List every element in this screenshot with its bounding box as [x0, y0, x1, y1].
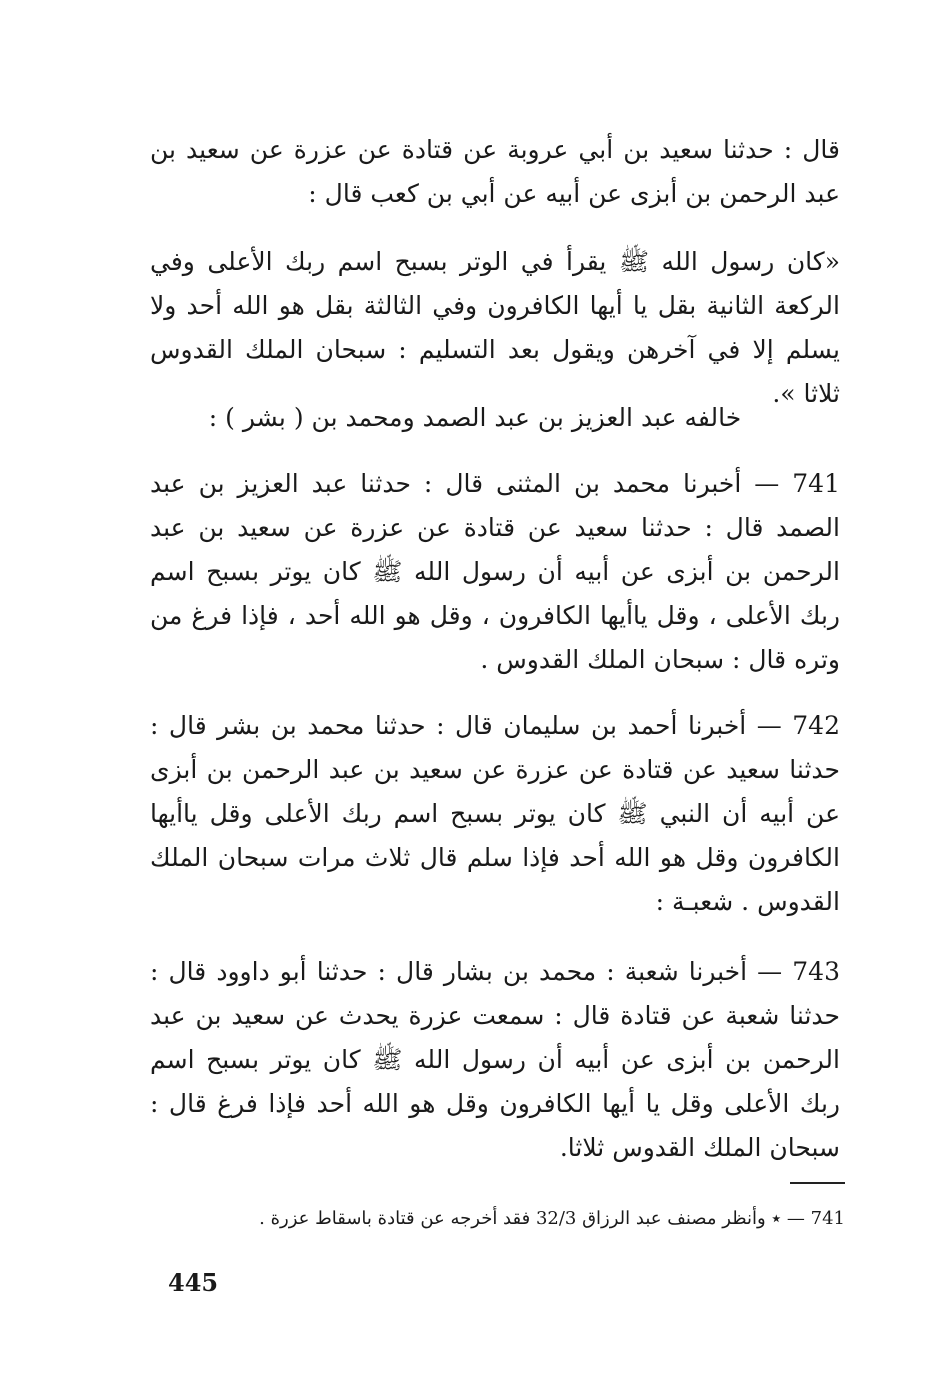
footnote-divider	[790, 1182, 845, 1184]
paragraph-khalafahu: خالفه عبد العزيز بن عبد الصمد ومحمد بن ( بشر ) :	[208, 403, 742, 432]
hadith-742: 742 — أخبرنا أحمد بن سليمان قال : حدثنا محمد بن بشر قال : حدثنا سعيد عن قتادة عن عزرة عن سعيد بن عبد الرحمن بن أبزى عن أبيه أن النبي ﷺ كان يوتر بسبح اسم ربك الأعلى وقل ياأيها الكافرون وقل هو الله أحد فإذا سلم قال ثلاث مرات سبحان الملك القدوس . شعبـة :	[150, 711, 840, 916]
page-number: 445	[168, 1268, 219, 1297]
hadith-741: 741 — أخبرنا محمد بن المثنى قال : حدثنا عبد العزيز بن عبد الصمد قال : حدثنا سعيد عن قتادة عن عزرة عن سعيد بن عبد الرحمن بن أبزى عن أبيه أن رسول الله ﷺ كان يوتر بسبح اسم ربك الأعلى ، وقل ياأيها الكافرون ، وقل هو الله أحد ، فإذا فرغ من وتره قال : سبحان الملك القدوس .	[150, 469, 840, 674]
footnote-741: 741 — ٭ وأنظر مصنف عبد الرزاق 32/3 فقد أخرجه عن قتادة باسقاط عزرة .	[259, 1208, 845, 1229]
paragraph-hadith-quote: «كان رسول الله ﷺ يقرأ في الوتر بسبح اسم ربك الأعلى وفي الركعة الثانية بقل يا أيها الكافرون وفي الثالثة بقل هو الله أحد ولا يسلم إلا في آخرهن ويقول بعد التسليم : سبحان الملك القدوس ثلاثا ».	[150, 247, 840, 408]
paragraph-chain-intro: قال : حدثنا سعيد بن أبي عروبة عن قتادة عن عزرة عن سعيد بن عبد الرحمن بن أبزى عن أبيه عن أبي بن كعب قال :	[150, 135, 840, 208]
hadith-743: 743 — أخبرنا شعبة : محمد بن بشار قال : حدثنا أبو داوود قال : حدثنا شعبة عن قتادة قال : سمعت عزرة يحدث عن سعيد بن عبد الرحمن بن أبزى عن أبيه أن رسول الله ﷺ كان يوتر بسبح اسم ربك الأعلى وقل يا أيها الكافرون وقل هو الله أحد فإذا فرغ قال : سبحان الملك القدوس ثلاثا.	[150, 957, 840, 1162]
